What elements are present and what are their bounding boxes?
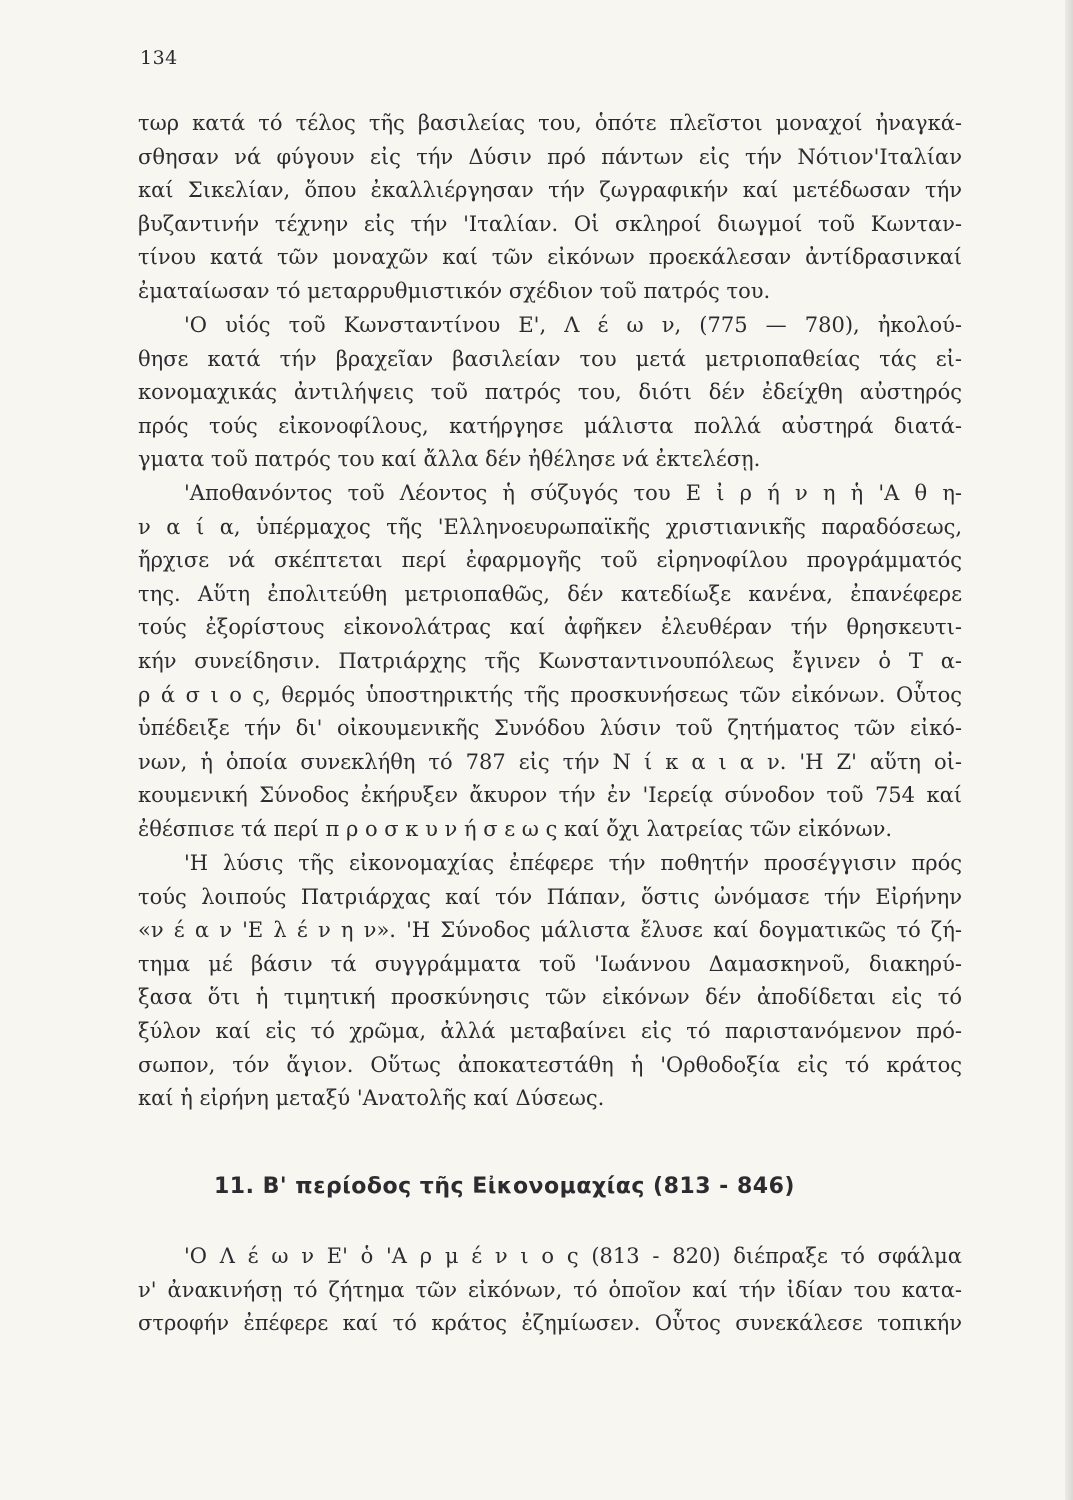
text-line: γματα τοῦ πατρός του καί ἄλλα δέν ἠθέλησε νά ἐκτελέσῃ.: [138, 447, 761, 472]
paragraph-3: [138, 477, 962, 847]
text-line: θησε κατά τήν βραχεῖαν βασιλείαν του μετά μετριοπαθείας τάς εἰ-: [138, 346, 962, 371]
text-line: κονομαχικάς ἀντιλήψεις τοῦ πατρός του, διότι δέν ἐδείχθη αὐστηρός: [138, 380, 962, 405]
text-line: τωρ κατά τό τέλος τῆς βασιλείας του, ὁπότε πλεῖστοι μοναχοί ἠναγκά-: [138, 111, 962, 135]
page-edge-shadow: [1065, 0, 1073, 1500]
text-line: ρ ά σ ι ο ς, θερμός ὑποστηρικτής τῆς προσκυνήσεως τῶν εἰκόνων. Οὗτος: [138, 682, 962, 707]
text-line: σωπον, τόν ἅγιον. Οὕτως ἀποκατεστάθη ἡ 'Ορθοδοξία εἰς τό κράτος: [138, 1052, 962, 1077]
text-line: βυζαντινήν τέχνην εἰς τήν 'Ιταλίαν. Οἱ σκληροί διωγμοί τοῦ Κωνταν-: [138, 211, 962, 236]
section-heading: 11. Β' περίοδος τῆς Εἰκονομαχίας (813 - 846): [214, 1174, 795, 1199]
text-line: ν α ί α, ὑπέρμαχος τῆς 'Ελληνοευρωπαϊκῆς χριστιανικῆς παραδόσεως,: [138, 514, 962, 539]
text-line: τημα μέ βάσιν τά συγγράμματα τοῦ 'Ιωάννου Δαμασκηνοῦ, διακηρύ-: [138, 951, 962, 976]
text-line: καί ἡ εἰρήνη μεταξύ 'Ανατολῆς καί Δύσεως.: [138, 1086, 605, 1111]
page-number: 134: [140, 47, 178, 69]
text-line: ἐματαίωσαν τό μεταρρυθμιστικόν σχέδιον τοῦ πατρός του.: [138, 278, 771, 303]
text-line: 'Αποθανόντος τοῦ Λέοντος ἡ σύζυγός του Ε ἰ ρ ή ν η ἡ 'Α θ η-: [184, 481, 962, 505]
text-line: καί Σικελίαν, ὅπου ἐκαλλιέργησαν τήν ζωγραφικήν καί μετέδωσαν τήν: [138, 178, 962, 203]
text-line: ν' ἀνακινήσῃ τό ζήτημα τῶν εἰκόνων, τό ὁποῖον καί τήν ἰδίαν του κατα-: [138, 1277, 962, 1302]
text-line: 'Ο υἱός τοῦ Κωνσταντίνου Ε', Λ έ ω ν, (775 — 780), ἠκολού-: [184, 313, 962, 337]
text-line: 'Ο Λ έ ω ν Ε' ὁ 'Α ρ μ έ ν ι ο ς (813 - 820) διέπραξε τό σφάλμα: [184, 1244, 962, 1268]
text-line: ξύλον καί εἰς τό χρῶμα, ἀλλά μεταβαίνει εἰς τό παριστανόμενον πρό-: [138, 1018, 962, 1043]
text-line: τούς ἐξορίστους εἰκονολάτρας καί ἀφῆκεν ἐλευθέραν τήν θρησκευτι-: [138, 615, 962, 640]
paragraph-4: [138, 847, 962, 1116]
text-line: ὑπέδειξε τήν δι' οἰκουμενικῆς Συνόδου λύσιν τοῦ ζητήματος τῶν εἰκό-: [138, 716, 962, 741]
paragraph-5: [138, 1240, 962, 1341]
text-line: κουμενική Σύνοδος ἐκήρυξεν ἄκυρον τήν ἐν 'Ιερείᾳ σύνοδον τοῦ 754 καί: [138, 783, 962, 808]
text-line: ἤρχισε νά σκέπτεται περί ἐφαρμογῆς τοῦ εἰρηνοφίλου προγράμματός: [138, 548, 962, 573]
text-line: ξασα ὅτι ἡ τιμητική προσκύνησις τῶν εἰκόνων δέν ἀποδίδεται εἰς τό: [138, 985, 962, 1010]
text-line: κήν συνείδησιν. Πατριάρχης τῆς Κωνσταντινουπόλεως ἔγινεν ὁ Τ α-: [138, 648, 962, 673]
text-line: πρός τούς εἰκονοφίλους, κατήργησε μάλιστα πολλά αὐστηρά διατά-: [138, 413, 962, 438]
text-line: τούς λοιπούς Πατριάρχας καί τόν Πάπαν, ὅστις ὠνόμασε τήν Εἰρήνην: [138, 884, 962, 909]
text-line: νων, ἡ ὁποία συνεκλήθη τό 787 εἰς τήν Ν ί κ α ι α ν. 'Η Ζ' αὕτη οἰ-: [138, 749, 962, 774]
text-line: ἐθέσπισε τά περί π ρ ο σ κ υ ν ή σ ε ω ς καί ὄχι λατρείας τῶν εἰκόνων.: [138, 816, 893, 841]
text-line: τίνου κατά τῶν μοναχῶν καί τῶν εἰκόνων προεκάλεσαν ἀντίδρασινκαί: [138, 245, 962, 270]
paragraph-2: [138, 309, 962, 477]
text-line: σθησαν νά φύγουν εἰς τήν Δύσιν πρό πάντων εἰς τήν Νότιον'Ιταλίαν: [138, 144, 962, 169]
text-line: 'Η λύσις τῆς εἰκονομαχίας ἐπέφερε τήν ποθητήν προσέγγισιν πρός: [184, 851, 962, 875]
paragraph-1: [138, 107, 962, 309]
text-line: «ν έ α ν 'Ε λ έ ν η ν». 'Η Σύνοδος μάλιστα ἔλυσε καί δογματικῶς τό ζή-: [138, 918, 962, 943]
text-line: της. Αὕτη ἐπολιτεύθη μετριοπαθῶς, δέν κατεδίωξε κανένα, ἐπανέφερε: [138, 581, 962, 606]
text-line: στροφήν ἐπέφερε καί τό κράτος ἐζημίωσεν. Οὗτος συνεκάλεσε τοπικήν: [138, 1311, 962, 1336]
